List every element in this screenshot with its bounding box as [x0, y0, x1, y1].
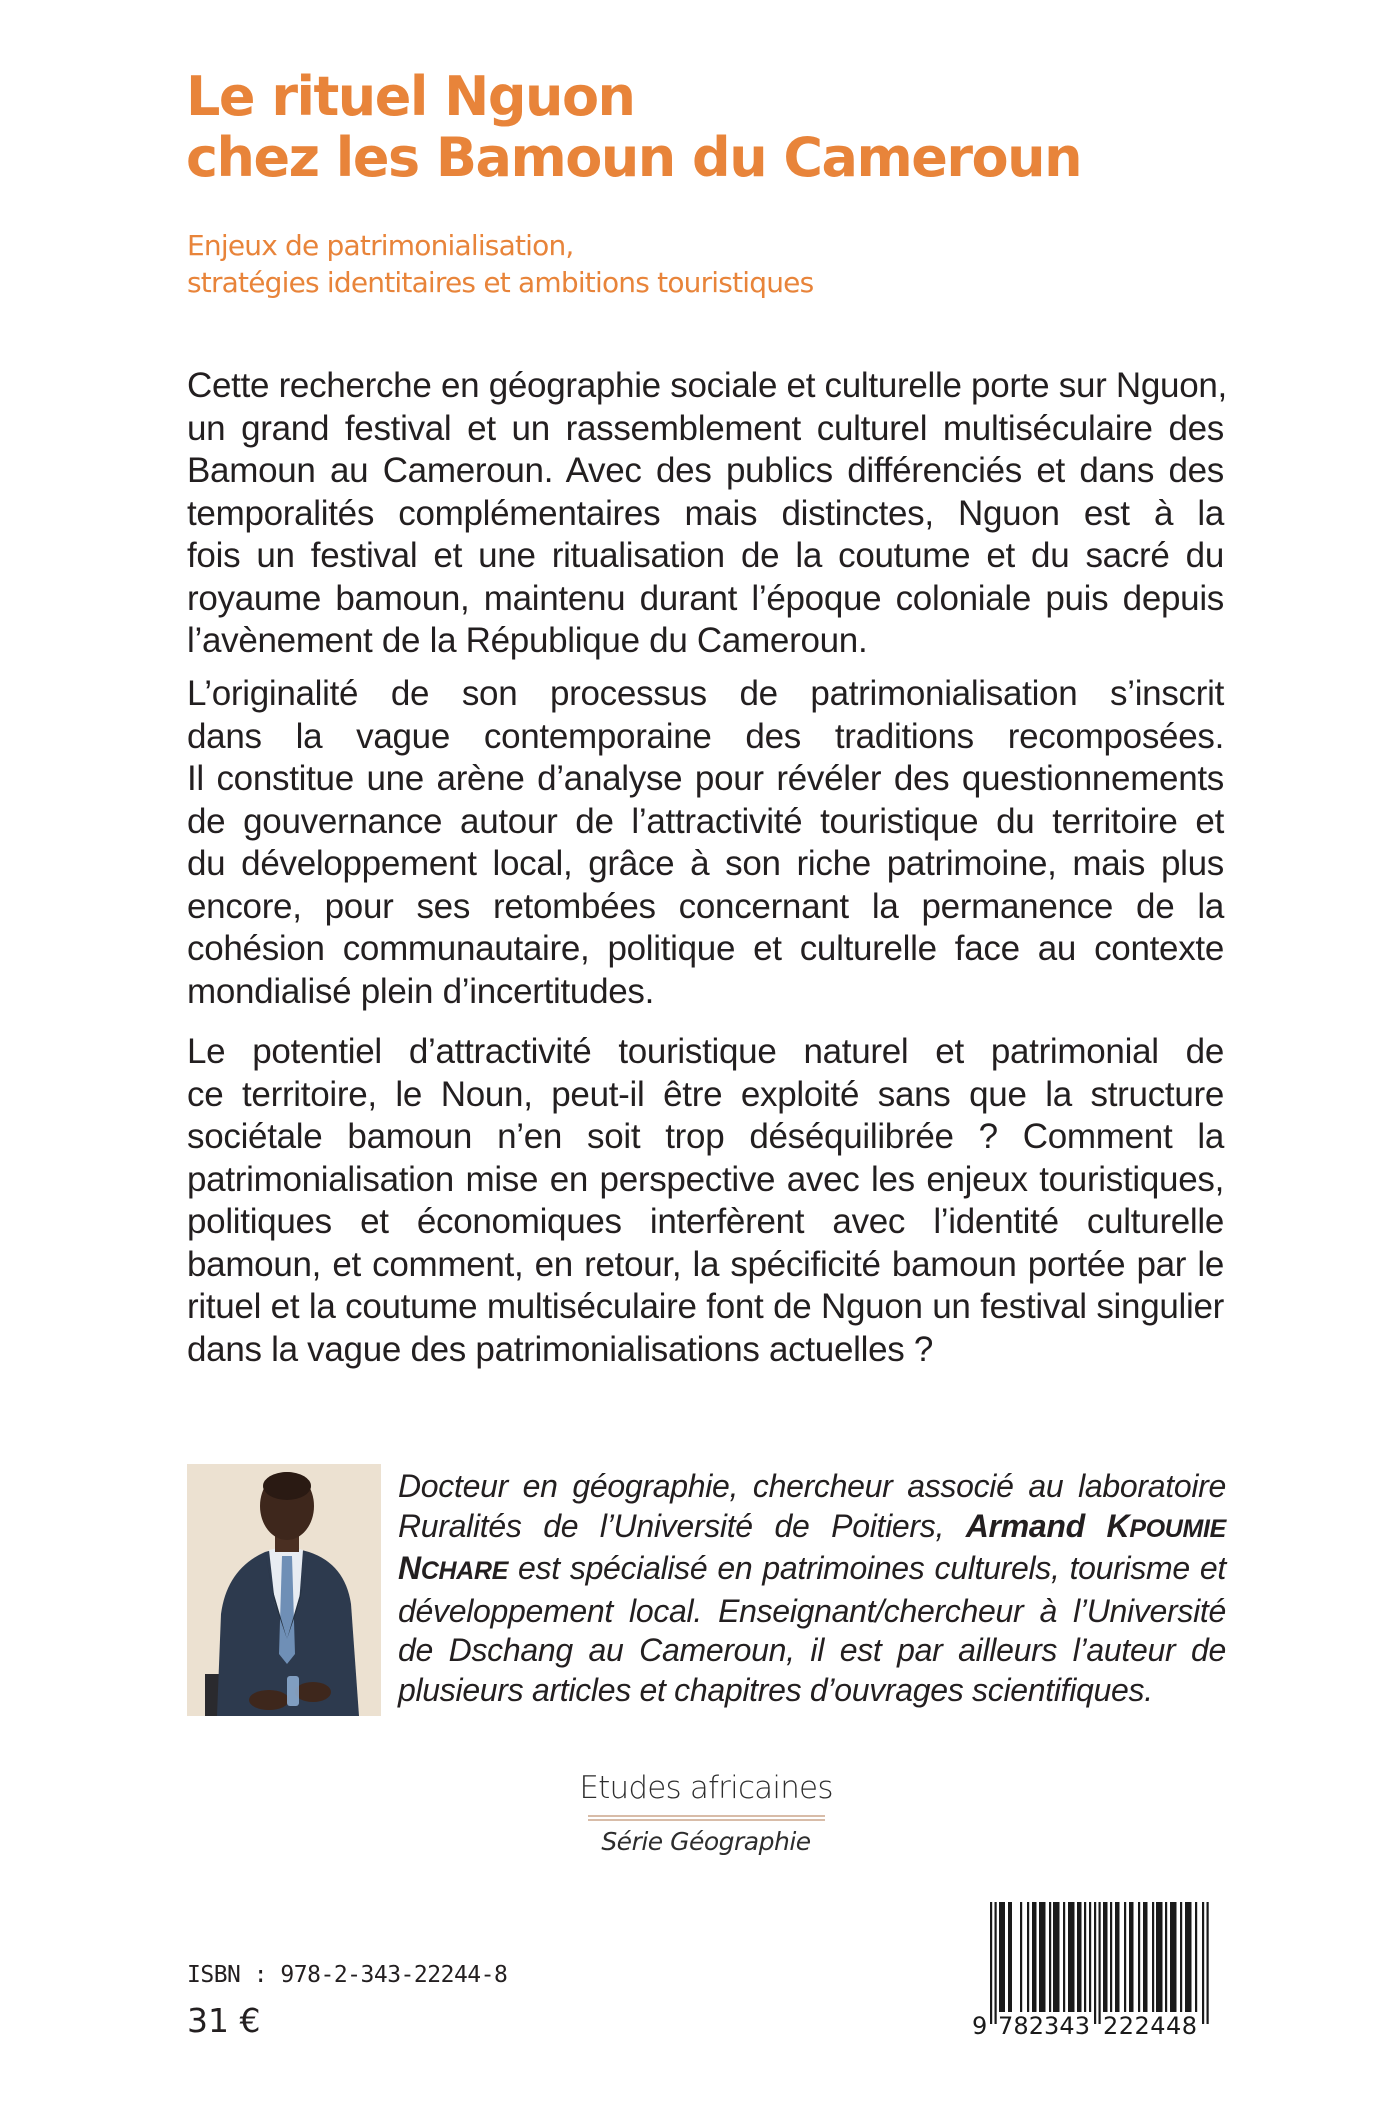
text-line: politiques et économiques interfèrent avec l’identité culturelle [187, 1202, 1224, 1241]
text-line: sociétale bamoun n’en soit trop déséquilibrée ? Comment la [187, 1117, 1224, 1156]
barcode-icon [968, 1900, 1230, 2040]
price: 31 € [187, 2001, 261, 2040]
bio-line [398, 1549, 1226, 1592]
barcode [968, 1900, 1230, 2040]
author-first-name: Armand [965, 1507, 1107, 1544]
author-last-name-rest: POUMIE [1129, 1514, 1226, 1543]
book-subtitle [187, 227, 813, 301]
author-name-cont [398, 1550, 508, 1586]
bio-line [398, 1507, 1226, 1550]
text-line: L’originalité de son processus de patrimonialisation s’inscrit [187, 674, 1224, 713]
author-second-name-rest: CHARE [420, 1557, 509, 1585]
text-line: mondialisé plein d’incertitudes. [187, 971, 655, 1011]
bio-line: plusieurs articles et chapitres d’ouvrages scientifiques. [398, 1671, 1153, 1708]
series-subtitle: Série Géographie [601, 1827, 811, 1856]
barcode-digits-left: 782343 [998, 2012, 1090, 2040]
book-subtitle-line-2: stratégies identitaires et ambitions touristiques [187, 266, 814, 299]
text-line: Il constitue une arène d’analyse pour révéler des questionnements [187, 759, 1224, 798]
text-line: Bamoun au Cameroun. Avec des publics différenciés et dans des [187, 451, 1224, 490]
text-line: ce territoire, le Noun, peut-il être exploité sans que la structure [187, 1074, 1224, 1114]
author-name [966, 1508, 1226, 1544]
author-bio [398, 1467, 1226, 1710]
bio-line: de Dschang au Cameroun, il est par ailleurs l’auteur de [398, 1632, 1226, 1668]
bio-text: Ruralités de l’Université de Poitiers, [398, 1507, 966, 1544]
text-line: du développement local, grâce à son riche patrimoine, mais plus [187, 844, 1224, 883]
summary-paragraph-3 [187, 1031, 1224, 1371]
text-line: encore, pour ses retombées concernant la permanence de la [187, 886, 1224, 926]
author-second-name-initial: N [398, 1550, 421, 1586]
text-line: Cette recherche en géographie sociale et culturelle porte sur Nguon, [187, 366, 1227, 405]
barcode-digit-first: 9 [972, 2012, 988, 2040]
text-line: de gouvernance autour de l’attractivité touristique du territoire et [187, 801, 1224, 841]
author-photo [187, 1464, 381, 1716]
series-divider [588, 1815, 825, 1821]
text-line: royaume bamoun, maintenu durant l’époque coloniale puis depuis [187, 578, 1224, 618]
series-name: Etudes africaines [579, 1770, 833, 1806]
book-title [186, 66, 1081, 188]
isbn: ISBN : 978-2-343-22244-8 [187, 1962, 508, 1988]
text-line: bamoun, et comment, en retour, la spécificité bamoun portée par le [187, 1244, 1224, 1284]
book-title-line-2: chez les Bamoun du Cameroun [186, 126, 1082, 189]
author-last-name-initial: K [1106, 1507, 1130, 1544]
text-line: Le potentiel d’attractivité touristique naturel et patrimonial de [187, 1032, 1224, 1071]
text-line: dans la vague des patrimonialisations actuelles ? [187, 1329, 934, 1369]
bio-line: développement local. Enseignant/chercheur à l’Université [398, 1592, 1226, 1629]
bio-text: est spécialisé en patrimoines culturels, tourisme et [508, 1550, 1226, 1586]
text-line: temporalités complémentaires mais distinctes, Nguon est à la [187, 493, 1224, 533]
book-title-line-1: Le rituel Nguon [186, 65, 635, 128]
summary-paragraph-2 [187, 673, 1224, 1013]
text-line: patrimonialisation mise en perspective avec les enjeux touristiques, [187, 1159, 1224, 1199]
text-line: un grand festival et un rassemblement culturel multiséculaire des [187, 408, 1224, 448]
text-line: rituel et la coutume multiséculaire font de Nguon un festival singulier [187, 1287, 1224, 1326]
text-line: fois un festival et une ritualisation de la coutume et du sacré du [187, 536, 1224, 575]
text-line: l’avènement de la République du Cameroun. [187, 621, 868, 660]
summary-paragraph-1 [187, 365, 1227, 663]
barcode-digits-right: 222448 [1103, 2012, 1197, 2040]
book-subtitle-line-1: Enjeux de patrimonialisation, [187, 229, 574, 262]
author-portrait-illustration [187, 1464, 381, 1716]
series-logo [560, 1768, 852, 1861]
text-line: dans la vague contemporaine des traditions recomposées. [187, 716, 1224, 756]
text-line: cohésion communautaire, politique et culturelle face au contexte [187, 929, 1224, 968]
bio-line: Docteur en géographie, chercheur associé au laboratoire [398, 1468, 1226, 1504]
